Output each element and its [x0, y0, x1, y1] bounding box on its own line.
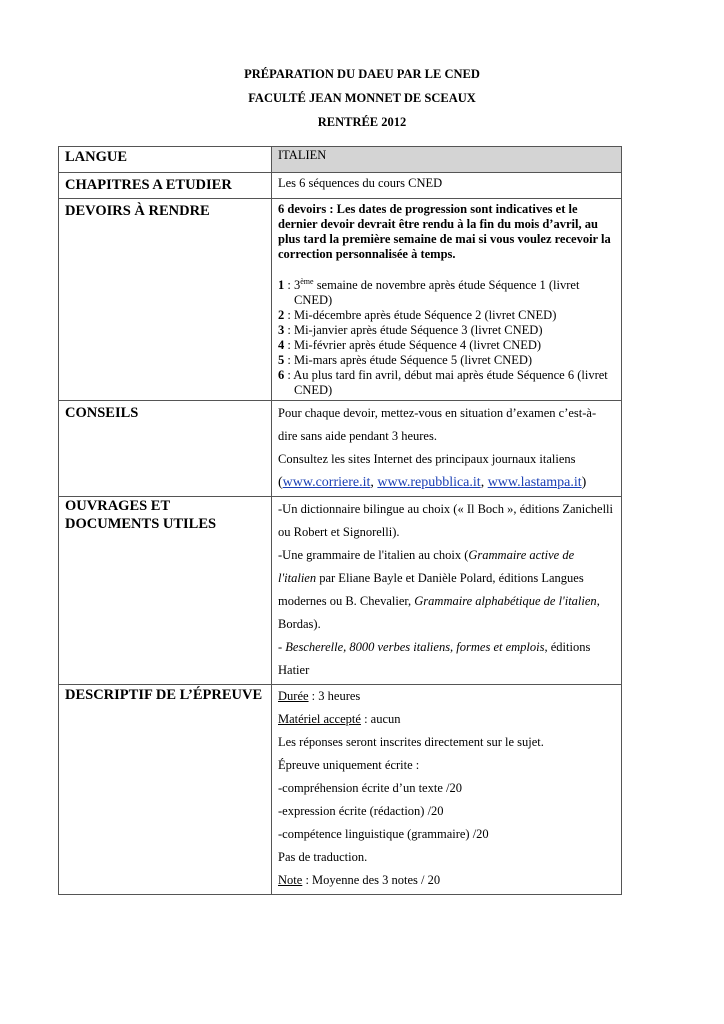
text-span: , Bordas).	[278, 594, 600, 631]
link-sep: ,	[480, 475, 488, 490]
item-text: semaine de novembre après étude Séquence 1 (livret CNED)	[294, 278, 580, 307]
descriptif-line: Les réponses seront inscrites directement sur le sujet.	[278, 735, 544, 749]
book-title: Grammaire active de l'italien	[278, 548, 575, 585]
item-number: 2	[278, 308, 285, 322]
link-corriere[interactable]: www.corriere.it	[282, 475, 371, 490]
text-span: , éditions Hatier	[278, 640, 591, 677]
book-title: - Bescherelle, 8000 verbes italiens, formes et emplois	[278, 640, 545, 654]
item-text: : Mi-décembre après étude Séquence 2 (livret CNED)	[284, 308, 557, 322]
devoirs-value	[272, 199, 622, 401]
note-value: : Moyenne des 3 notes / 20	[302, 873, 441, 887]
item-text: : Mi-mars après étude Séquence 5 (livret CNED)	[284, 353, 533, 367]
row-langue	[59, 147, 622, 173]
ouvrages-value	[272, 497, 622, 685]
row-label: DEVOIRS À RENDRE	[59, 199, 272, 401]
list-item	[278, 323, 615, 338]
row-label: CONSEILS	[59, 401, 272, 497]
item-number: 6	[278, 368, 285, 382]
ouvrages-label-1: OUVRAGES ET	[65, 498, 171, 514]
header-year: RENTRÉE 2012	[317, 115, 407, 129]
ouvrages-label-2: DOCUMENTS UTILES	[65, 516, 217, 532]
paren-close: )	[581, 475, 587, 490]
row-label: CHAPITRES A ETUDIER	[59, 173, 272, 199]
langue-value: ITALIEN	[272, 147, 622, 173]
ouvrages-p3	[278, 636, 615, 682]
item-text: : Mi-février après étude Séquence 4 (livret CNED)	[284, 338, 542, 352]
item-number: 3	[278, 323, 285, 337]
conseils-p1: Pour chaque devoir, mettez-vous en situation d’examen c’est-à-dire sans aide pendant 3 heures.	[278, 406, 597, 443]
item-text: : Mi-janvier après étude Séquence 3 (livret CNED)	[284, 323, 543, 337]
row-ouvrages	[59, 497, 622, 685]
duree-label: Durée	[278, 689, 309, 703]
descriptif-line: Pas de traduction.	[278, 850, 368, 864]
book-title: Grammaire alphabétique de l'italien	[414, 594, 597, 608]
descriptif-line: -compréhension écrite d’un texte /20	[278, 781, 462, 795]
item-number: 1	[278, 278, 285, 292]
row-descriptif	[59, 685, 622, 895]
conseils-links	[278, 471, 615, 494]
header-title: PRÉPARATION DU DAEU PAR LE CNED	[244, 67, 480, 81]
descriptif-line: -expression écrite (rédaction) /20	[278, 804, 444, 818]
item-sup: ème	[300, 276, 314, 286]
note-line	[278, 869, 615, 892]
row-label: DESCRIPTIF DE L’ÉPREUVE	[59, 685, 272, 895]
header-faculty: FACULTÉ JEAN MONNET DE SCEAUX	[248, 91, 476, 105]
row-chapitres	[59, 173, 622, 199]
descriptif-value	[272, 685, 622, 895]
duree-value: : 3 heures	[308, 689, 361, 703]
materiel-label: Matériel accepté	[278, 712, 361, 726]
item-sep: : 3	[284, 278, 301, 292]
list-item	[278, 308, 615, 323]
row-label	[59, 497, 272, 685]
ouvrages-p2	[278, 544, 615, 636]
note-label: Note	[278, 873, 303, 887]
link-repubblica[interactable]: www.repubblica.it	[377, 475, 481, 490]
materiel-value: : aucun	[360, 712, 401, 726]
paren-open: (	[278, 475, 283, 490]
descriptif-line: Épreuve uniquement écrite :	[278, 758, 420, 772]
conseils-p2: Consultez les sites Internet des principaux journaux italiens	[278, 452, 576, 466]
list-item	[278, 368, 615, 398]
list-item	[278, 353, 615, 368]
list-item	[278, 338, 615, 353]
text-span: -Une grammaire de l'italien au choix (	[278, 548, 469, 562]
document-header	[0, 62, 724, 134]
item-text: : Au plus tard fin avril, début mai après étude Séquence 6 (livret CNED)	[284, 368, 608, 397]
list-item	[278, 278, 615, 308]
chapitres-value: Les 6 séquences du cours CNED	[272, 173, 622, 199]
item-number: 4	[278, 338, 285, 352]
text-span: par Eliane Bayle et Danièle Polard, éditions Langues modernes ou B. Chevalier,	[278, 571, 584, 608]
devoirs-intro: 6 devoirs : Les dates de progression sont indicatives et le dernier devoir devrait être rendu à la fin du mois d’avril, au plus tard la première semaine de mai si vous voulez recevoir la correction personnalisée à temps.	[278, 202, 611, 261]
link-sep: ,	[370, 475, 378, 490]
row-devoirs	[59, 199, 622, 401]
item-number: 5	[278, 353, 285, 367]
conseils-value	[272, 401, 622, 497]
row-conseils	[59, 401, 622, 497]
duree-line	[278, 685, 615, 708]
descriptif-line: -compétence linguistique (grammaire) /20	[278, 827, 489, 841]
row-label: LANGUE	[59, 147, 272, 173]
ouvrages-p1: -Un dictionnaire bilingue au choix (« Il Boch », éditions Zanichelli ou Robert et Signorelli).	[278, 502, 613, 539]
link-lastampa[interactable]: www.lastampa.it	[487, 475, 582, 490]
devoirs-list	[278, 278, 615, 398]
materiel-line	[278, 708, 615, 731]
info-table	[58, 146, 622, 895]
